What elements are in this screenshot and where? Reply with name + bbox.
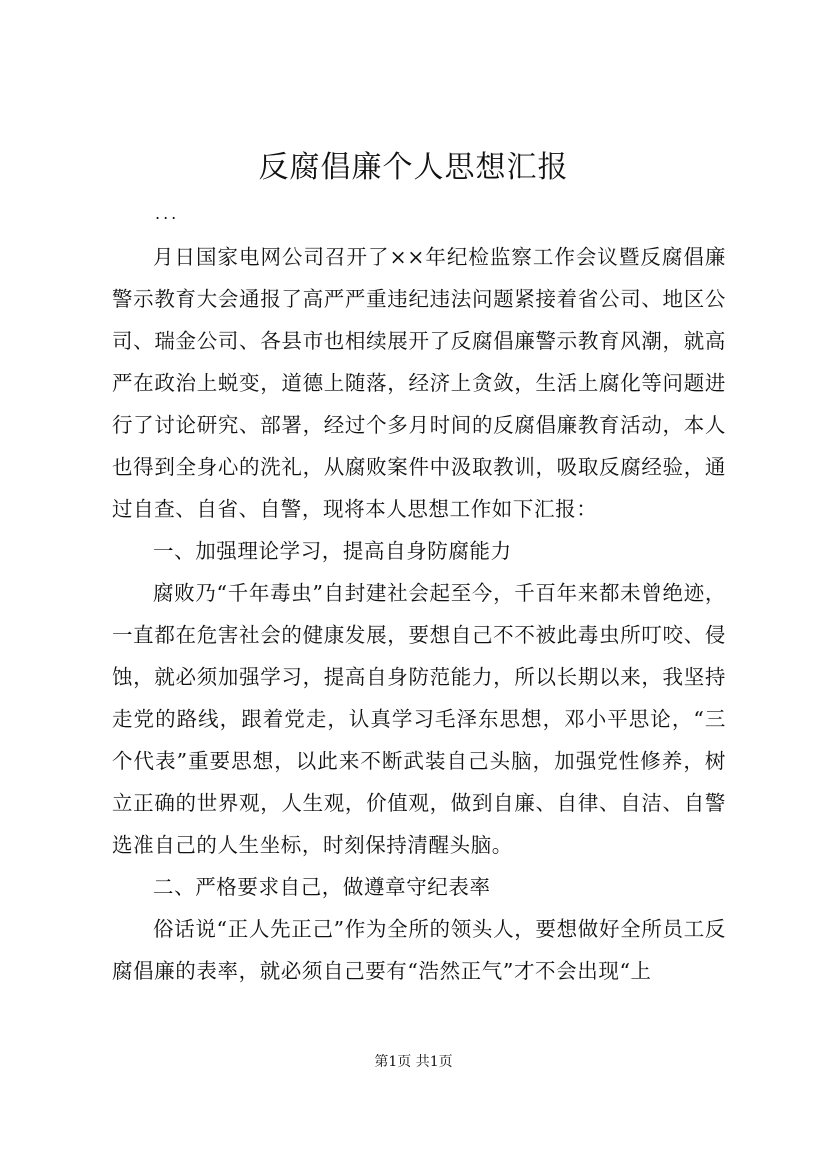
ellipsis-text: ... — [155, 204, 180, 223]
section-heading-1: 一、加强理论学习，提高自身防腐能力 — [153, 539, 512, 563]
page-footer — [0, 1051, 827, 1073]
document-body — [112, 236, 726, 992]
section-heading-2: 二、严格要求自己，做遵章守纪表率 — [153, 875, 491, 899]
paragraph-section-1: 腐败乃“千年毒虫”自封建社会起至今，千百年来都未曾绝迹，一直都在危害社会的健康发展，要想自己不不被此毒虫所叮咬、侵蚀，就必须加强学习，提高自身防范能力，所以长期以来，我坚持走党的路线，跟着党走，认真学习毛泽东思想，邓小平思论，“三个代表”重要思想，以此来不断武装自己头脑，加强党性修养，树立正确的世界观，人生观，价值观，做到自廉、自律、自洁、自警选准自己的人生坐标，时刻保持清醒头脑。 — [112, 581, 726, 857]
paragraph-section-2: 俗话说“正人先正己”作为全所的领头人，要想做好全所员工反腐倡廉的表率，就必须自己要有“浩然正气”才不会出现“上 — [112, 917, 726, 983]
paragraph-intro: 月日国家电网公司召开了××年纪检监察工作会议暨反腐倡廉警示教育大会通报了高严严重违纪违法问题紧接着省公司、地区公司、瑞金公司、各县市也相续展开了反腐倡廉警示教育风潮，就高严在政治上蜕变，道德上随落，经济上贪敛，生活上腐化等问题进行了讨论研究、部署，经过个多月时间的反腐倡廉教育活动，本人也得到全身心的洗礼，从腐败案件中汲取教训，吸取反腐经验，通过自查、自省、自警，现将本人思想工作如下汇报： — [112, 245, 726, 521]
document-title: 反腐倡廉个人思想汇报 — [258, 150, 569, 185]
page-number-label: 第1页 共1页 — [374, 1054, 453, 1070]
